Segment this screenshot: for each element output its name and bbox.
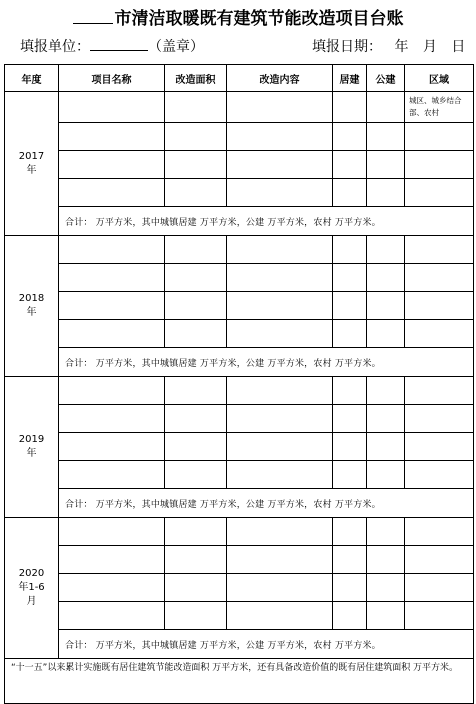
- summary-text: 合计： 万平方米，其中城镇居建 万平方米，公建 万平方米，农村 万平方米。: [59, 630, 474, 659]
- col-area: 改造面积: [165, 65, 227, 92]
- table-row: [5, 179, 474, 207]
- summary-row: [5, 630, 474, 659]
- header-row: [5, 65, 474, 92]
- month-label: 月: [422, 39, 437, 55]
- year-cell: 2020 年1-6 月: [5, 518, 59, 659]
- summary-text: 合计： 万平方米，其中城镇居建 万平方米，公建 万平方米，农村 万平方米。: [59, 348, 474, 377]
- date-label: 填报日期：: [312, 39, 382, 55]
- col-project-name: 项目名称: [59, 65, 165, 92]
- city-blank: [73, 9, 113, 24]
- table-row: [5, 264, 474, 292]
- day-label: 日: [451, 39, 466, 55]
- table-row: [5, 320, 474, 348]
- seal-label: （盖章）: [148, 39, 204, 55]
- summary-row: [5, 348, 474, 377]
- table-row: [5, 518, 474, 546]
- col-year: 年度: [5, 65, 59, 92]
- table-row: [5, 92, 474, 123]
- table-row: [5, 433, 474, 461]
- col-residential: 居建: [333, 65, 367, 92]
- table-row: [5, 602, 474, 630]
- table-row: [5, 151, 474, 179]
- table-row: [5, 574, 474, 602]
- footer-row: [5, 659, 474, 704]
- table-row: [5, 377, 474, 405]
- region-note: 城区、城乡结合部、农村: [405, 92, 474, 123]
- year-cell: 2018 年: [5, 236, 59, 377]
- col-public: 公建: [367, 65, 405, 92]
- unit-field: [20, 36, 204, 56]
- col-region: 区域: [405, 65, 474, 92]
- table-row: [5, 461, 474, 489]
- year-cell: 2019 年: [5, 377, 59, 518]
- table-row: [5, 292, 474, 320]
- page-title: [0, 4, 476, 29]
- unit-blank[interactable]: [90, 38, 148, 51]
- title-text: 市清洁取暖既有建筑节能改造项目台账: [114, 9, 404, 29]
- table-row: [5, 123, 474, 151]
- summary-text: 合计： 万平方米，其中城镇居建 万平方米，公建 万平方米，农村 万平方米。: [59, 489, 474, 518]
- table-row: [5, 405, 474, 433]
- footer-text: “十一五”以来累计实施既有居住建筑节能改造面积 万平方米，还有具备改造价值的既有居住建筑面积 万平方米。: [5, 659, 474, 704]
- ledger-table: [4, 64, 474, 704]
- summary-row: [5, 207, 474, 236]
- summary-text: 合计： 万平方米，其中城镇居建 万平方米，公建 万平方米，农村 万平方米。: [59, 207, 474, 236]
- table-row: [5, 546, 474, 574]
- unit-label: 填报单位：: [20, 39, 90, 55]
- table-row: [5, 236, 474, 264]
- year-cell: 2017 年: [5, 92, 59, 236]
- date-field: [312, 36, 465, 56]
- col-content: 改造内容: [227, 65, 333, 92]
- summary-row: [5, 489, 474, 518]
- year-label: 年: [394, 39, 409, 55]
